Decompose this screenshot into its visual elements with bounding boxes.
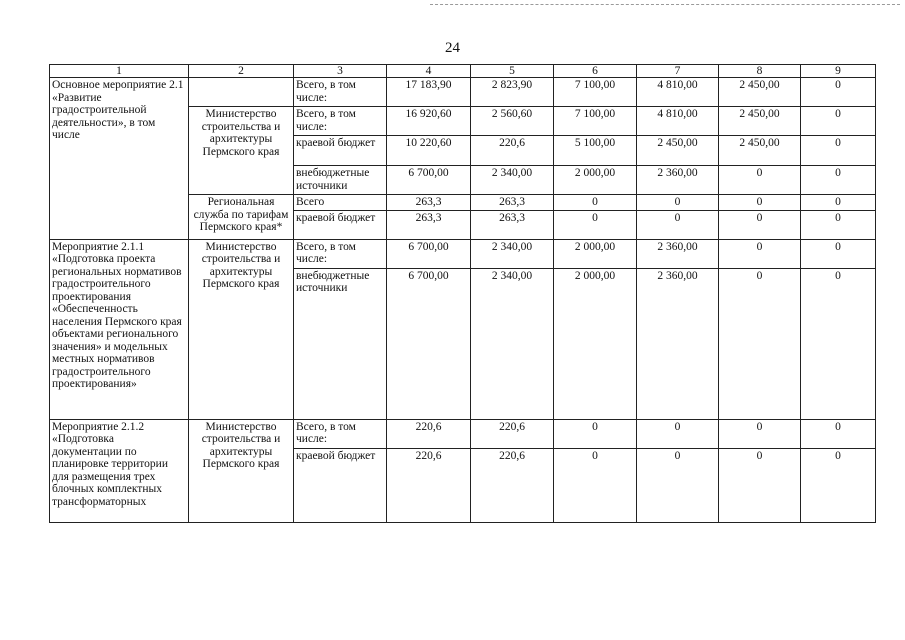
executor-cell: Министерство строительства и архитектуры Пермского края xyxy=(189,239,294,419)
amount-cell: 0 xyxy=(801,210,876,239)
top-border-line xyxy=(430,4,900,5)
funding-source-cell: Всего, в том числе: xyxy=(294,107,387,136)
amount-cell: 263,3 xyxy=(471,195,554,211)
page-number: 24 xyxy=(445,40,460,56)
column-header: 8 xyxy=(719,65,801,78)
amount-cell: 0 xyxy=(801,268,876,419)
amount-cell: 2 360,00 xyxy=(637,268,719,419)
amount-cell: 2 823,90 xyxy=(471,78,554,107)
column-header: 1 xyxy=(50,65,189,78)
funding-source-cell: Всего, в том числе: xyxy=(294,419,387,448)
amount-cell: 2 340,00 xyxy=(471,268,554,419)
amount-cell: 263,3 xyxy=(471,210,554,239)
column-header: 5 xyxy=(471,65,554,78)
amount-cell: 2 000,00 xyxy=(554,268,637,419)
funding-source-cell: краевой бюджет xyxy=(294,136,387,166)
column-header: 3 xyxy=(294,65,387,78)
amount-cell: 2 450,00 xyxy=(719,136,801,166)
amount-cell: 2 340,00 xyxy=(471,239,554,268)
amount-cell: 0 xyxy=(719,195,801,211)
amount-cell: 220,6 xyxy=(471,419,554,448)
amount-cell: 0 xyxy=(554,195,637,211)
amount-cell: 4 810,00 xyxy=(637,78,719,107)
amount-cell: 0 xyxy=(719,166,801,195)
column-header: 2 xyxy=(189,65,294,78)
amount-cell: 2 450,00 xyxy=(719,78,801,107)
amount-cell: 0 xyxy=(719,239,801,268)
amount-cell: 220,6 xyxy=(387,419,471,448)
amount-cell: 2 340,00 xyxy=(471,166,554,195)
amount-cell: 220,6 xyxy=(387,448,471,522)
amount-cell: 17 183,90 xyxy=(387,78,471,107)
amount-cell: 0 xyxy=(637,195,719,211)
amount-cell: 0 xyxy=(637,419,719,448)
amount-cell: 6 700,00 xyxy=(387,166,471,195)
activity-name-cell: Мероприятие 2.1.1 «Подготовка проекта региональных нормативов градостроительного проектирования «Обеспеченность населения Пермского края объектами регионального значения» и модельных местных нормативов градостроительного проектирования» xyxy=(50,239,189,419)
amount-cell: 0 xyxy=(719,210,801,239)
amount-cell: 0 xyxy=(719,419,801,448)
amount-cell: 2 560,60 xyxy=(471,107,554,136)
amount-cell: 0 xyxy=(554,419,637,448)
amount-cell: 0 xyxy=(801,78,876,107)
amount-cell: 0 xyxy=(554,210,637,239)
amount-cell: 2 360,00 xyxy=(637,166,719,195)
column-number-row xyxy=(50,65,876,78)
amount-cell: 0 xyxy=(801,448,876,522)
amount-cell: 0 xyxy=(719,448,801,522)
amount-cell: 6 700,00 xyxy=(387,268,471,419)
amount-cell: 0 xyxy=(637,448,719,522)
activity-name-cell: Мероприятие 2.1.2 «Подготовка документации по планировке территории для размещения трех блочных комплектных трансформаторных xyxy=(50,419,189,522)
amount-cell: 2 450,00 xyxy=(719,107,801,136)
amount-cell: 5 100,00 xyxy=(554,136,637,166)
amount-cell: 0 xyxy=(801,136,876,166)
amount-cell: 0 xyxy=(801,239,876,268)
amount-cell: 4 810,00 xyxy=(637,107,719,136)
table-row xyxy=(50,239,876,268)
amount-cell: 2 000,00 xyxy=(554,239,637,268)
amount-cell: 0 xyxy=(637,210,719,239)
amount-cell: 16 920,60 xyxy=(387,107,471,136)
amount-cell: 263,3 xyxy=(387,210,471,239)
amount-cell: 0 xyxy=(801,107,876,136)
amount-cell: 220,6 xyxy=(471,136,554,166)
funding-source-cell: внебюджетные источники xyxy=(294,268,387,419)
amount-cell: 263,3 xyxy=(387,195,471,211)
executor-cell xyxy=(189,78,294,107)
column-header: 9 xyxy=(801,65,876,78)
table-row xyxy=(50,419,876,448)
executor-cell: Региональная служба по тарифам Пермского края* xyxy=(189,195,294,240)
table-row xyxy=(50,78,876,107)
amount-cell: 0 xyxy=(801,419,876,448)
funding-source-cell: краевой бюджет xyxy=(294,210,387,239)
activity-name-cell: Основное мероприятие 2.1 «Развитие градостроительной деятельности», в том числе xyxy=(50,78,189,240)
amount-cell: 0 xyxy=(554,448,637,522)
funding-source-cell: краевой бюджет xyxy=(294,448,387,522)
amount-cell: 7 100,00 xyxy=(554,107,637,136)
column-header: 7 xyxy=(637,65,719,78)
amount-cell: 0 xyxy=(801,166,876,195)
amount-cell: 0 xyxy=(801,195,876,211)
amount-cell: 0 xyxy=(719,268,801,419)
amount-cell: 6 700,00 xyxy=(387,239,471,268)
table-body xyxy=(50,78,876,523)
funding-source-cell: Всего xyxy=(294,195,387,211)
budget-table xyxy=(49,64,876,523)
funding-source-cell: Всего, в том числе: xyxy=(294,239,387,268)
funding-source-cell: Всего, в том числе: xyxy=(294,78,387,107)
amount-cell: 2 000,00 xyxy=(554,166,637,195)
column-header: 6 xyxy=(554,65,637,78)
amount-cell: 2 360,00 xyxy=(637,239,719,268)
executor-cell: Министерство строительства и архитектуры Пермского края xyxy=(189,419,294,522)
amount-cell: 10 220,60 xyxy=(387,136,471,166)
amount-cell: 220,6 xyxy=(471,448,554,522)
funding-source-cell: внебюджетные источники xyxy=(294,166,387,195)
amount-cell: 7 100,00 xyxy=(554,78,637,107)
column-header: 4 xyxy=(387,65,471,78)
amount-cell: 2 450,00 xyxy=(637,136,719,166)
executor-cell: Министерство строительства и архитектуры Пермского края xyxy=(189,107,294,195)
